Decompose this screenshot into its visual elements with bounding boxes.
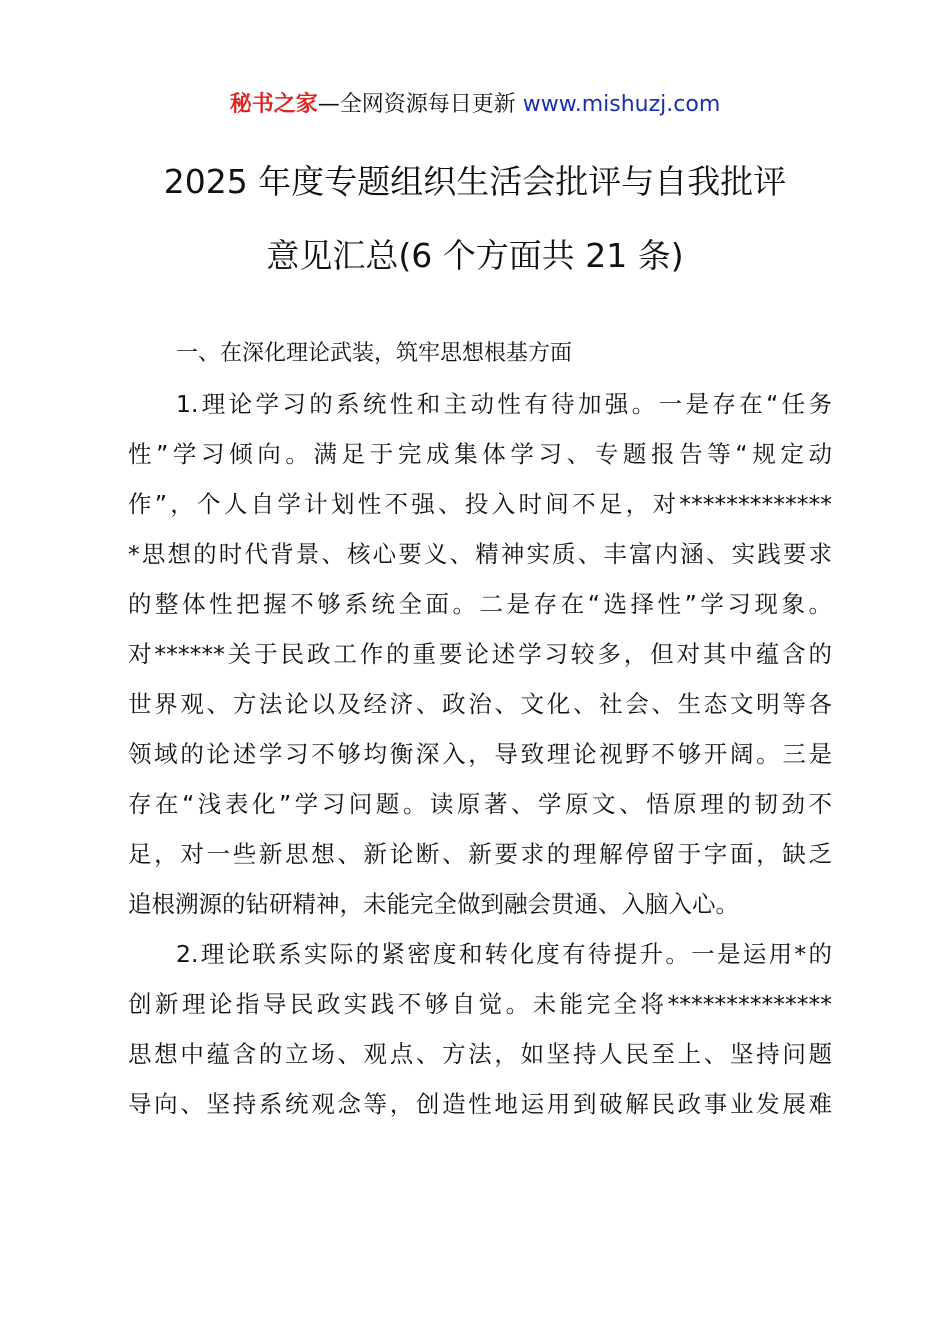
text-line: 对******关于民政工作的重要论述学习较多，但对其中蕴含的 xyxy=(128,640,832,668)
document-title-line-2: 意见汇总(6 个方面共 21 条) xyxy=(266,236,684,275)
text-line: 足，对一些新思想、新论断、新要求的理解停留于字面，缺乏 xyxy=(128,840,832,868)
site-header xyxy=(0,88,950,122)
text-line: 领域的论述学习不够均衡深入，导致理论视野不够开阔。三是 xyxy=(128,740,832,768)
site-brand: 秘书之家 xyxy=(229,92,318,117)
section-heading: 一、在深化理论武装，筑牢思想根基方面 xyxy=(176,341,573,366)
text-line: 的整体性把握不够系统全面。二是存在“选择性”学习现象。 xyxy=(128,590,832,618)
text-line: 作”，个人自学计划性不强、投入时间不足，对************* xyxy=(128,490,832,518)
site-slogan: —全网资源每日更新 xyxy=(317,92,523,117)
text-line: 追根溯源的钻研精神，未能完全做到融会贯通、入脑入心。 xyxy=(128,890,739,918)
document-title-line-1: 2025 年度专题组织生活会批评与自我批评 xyxy=(163,162,787,201)
text-line: 创新理论指导民政实践不够自觉。未能完全将************** xyxy=(128,990,832,1018)
text-line: 性”学习倾向。满足于完成集体学习、专题报告等“规定动 xyxy=(128,440,832,468)
text-line: 1.理论学习的系统性和主动性有待加强。一是存在“任务 xyxy=(176,390,832,418)
document-body xyxy=(128,335,832,1129)
text-line: 导向、坚持系统观念等，创造性地运用到破解民政事业发展难 xyxy=(128,1090,832,1118)
text-line: 2.理论联系实际的紧密度和转化度有待提升。一是运用*的 xyxy=(176,940,832,968)
text-line: 思想中蕴含的立场、观点、方法，如坚持人民至上、坚持问题 xyxy=(128,1040,832,1068)
text-line: 存在“浅表化”学习问题。读原著、学原文、悟原理的韧劲不 xyxy=(128,790,832,818)
paragraph-item-1 xyxy=(128,379,832,929)
text-line: *思想的时代背景、核心要义、精神实质、丰富内涵、实践要求 xyxy=(128,540,832,568)
text-line: 世界观、方法论以及经济、政治、文化、社会、生态文明等各 xyxy=(128,690,832,718)
paragraph-item-2 xyxy=(128,929,832,1129)
site-url-link[interactable]: www.mishuzj.com xyxy=(522,92,721,117)
